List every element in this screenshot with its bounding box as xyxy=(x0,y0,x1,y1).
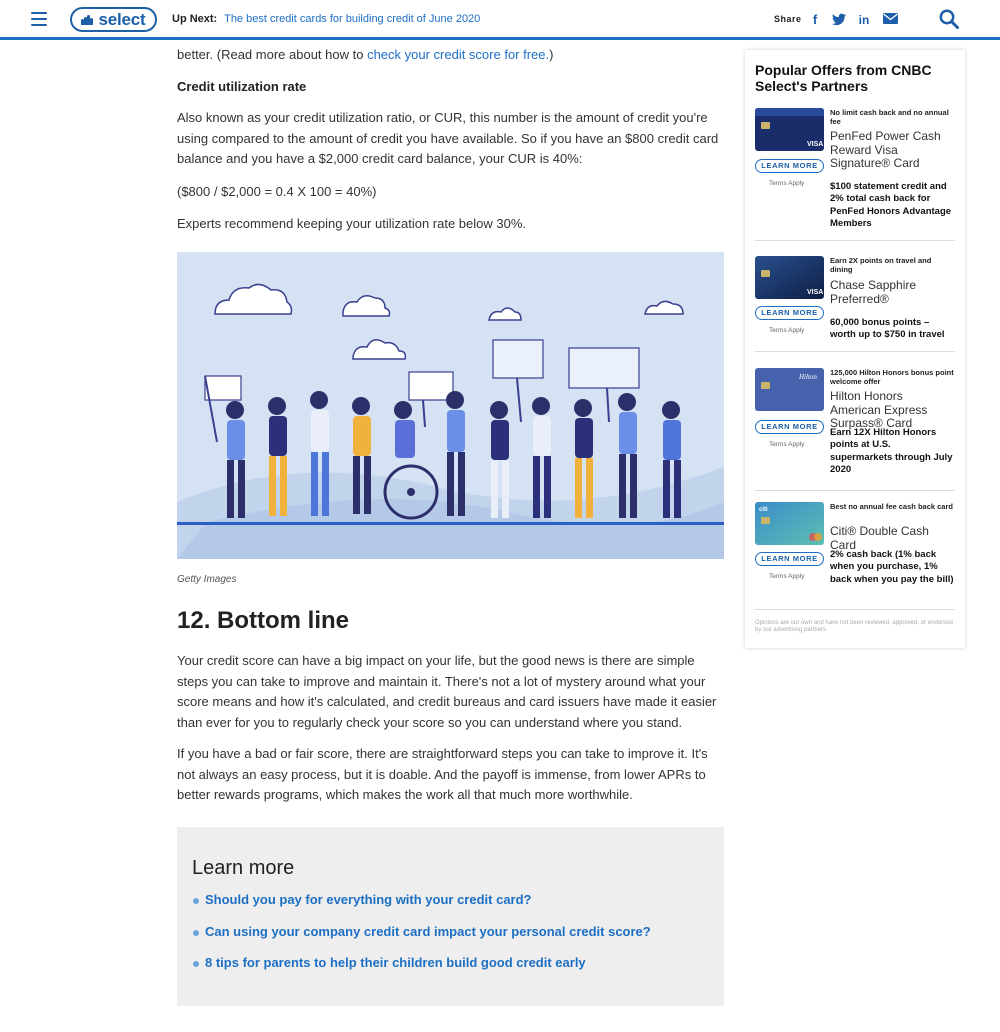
learn-more-button[interactable]: LEARN MORE xyxy=(755,420,824,434)
logo-text: select xyxy=(98,9,146,29)
svg-text:VISA: VISA xyxy=(807,141,824,148)
offer-chase-sapphire xyxy=(755,256,955,352)
offer-penfed xyxy=(755,108,955,241)
bottom-line-paragraph-2: If you have a bad or fair score, there are straightforward steps you can take to improve it. It's not always an easy process, but it is doable. And the payoff is immense, from lower APRs to better rewards programs, which makes the work all that much more worthwhile. xyxy=(177,746,708,802)
share-label: Share xyxy=(774,14,802,24)
offer-highlight: $100 statement credit and 2% total cash back for PenFed Honors Advantage Members xyxy=(830,181,952,229)
up-next-link[interactable]: The best credit cards for building credit of June 2020 xyxy=(224,13,481,25)
offer-highlight: 60,000 bonus points – worth up to $750 in travel xyxy=(830,317,945,341)
up-next xyxy=(172,13,480,25)
offer-hilton-surpass xyxy=(755,368,955,491)
bullet-icon xyxy=(193,898,199,904)
cur-paragraph: Also known as your credit utilization ratio, or CUR, this number is the amount of credit you're using compared to the amount of credit you have available. So if you have an $800 credit card balance and you have a $2,000 credit card balance, your CUR is 40%: xyxy=(177,110,719,166)
recommendation-paragraph: Experts recommend keeping your utilization rate below 30%. xyxy=(177,216,527,231)
twitter-icon[interactable] xyxy=(832,13,846,27)
check-score-link[interactable]: check your credit score for free. xyxy=(367,47,550,62)
search-icon[interactable] xyxy=(939,9,959,29)
bullet-icon xyxy=(193,930,199,936)
penfed-card-image[interactable] xyxy=(755,108,824,151)
bottom-line-heading: 12. Bottom line xyxy=(177,607,350,634)
menu-icon[interactable] xyxy=(31,12,47,26)
email-icon[interactable] xyxy=(883,13,897,27)
offer-citi-double-cash xyxy=(755,502,955,610)
offer-name[interactable]: PenFed Power Cash Reward Visa Signature® Card xyxy=(830,129,941,170)
learn-more-box xyxy=(177,827,724,1006)
svg-text:Hilton: Hilton xyxy=(799,373,817,381)
hilton-card-image[interactable] xyxy=(755,368,824,411)
learn-more-link-text: Should you pay for everything with your credit card? xyxy=(205,892,532,907)
partner-offers-sidebar xyxy=(745,50,965,648)
peacock-icon xyxy=(81,15,94,25)
learn-more-title: Learn more xyxy=(192,857,295,879)
learn-more-button[interactable]: LEARN MORE xyxy=(755,159,824,173)
select-logo[interactable] xyxy=(70,7,157,32)
offer-name[interactable]: Hilton Honors American Express Surpass® Card xyxy=(830,389,928,430)
image-caption: Getty Images xyxy=(177,574,237,585)
intro-paragraph xyxy=(177,45,725,66)
learn-more-link[interactable] xyxy=(192,955,709,987)
learn-more-button[interactable]: LEARN MORE xyxy=(755,306,824,320)
terms-apply-link[interactable]: Terms Apply xyxy=(769,327,805,334)
learn-more-button[interactable]: LEARN MORE xyxy=(755,552,824,566)
learn-more-link[interactable] xyxy=(192,892,709,924)
learn-more-link-text: 8 tips for parents to help their children build good credit early xyxy=(205,955,586,970)
offer-caption: Best no annual fee cash back card xyxy=(830,502,953,511)
svg-text:citi: citi xyxy=(759,507,768,513)
offer-caption: Earn 2X points on travel and dining xyxy=(830,256,932,274)
facebook-icon[interactable]: f xyxy=(812,12,818,27)
offer-name[interactable]: Chase Sapphire Preferred® xyxy=(830,278,917,306)
offer-highlight: 2% cash back (1% back when you purchase, 1% back when you pay the bill) xyxy=(830,549,954,585)
top-navigation-bar xyxy=(0,0,1000,40)
linkedin-icon[interactable]: in xyxy=(858,13,870,27)
bullet-icon xyxy=(193,961,199,967)
formula-paragraph: ($800 / $2,000 = 0.4 X 100 = 40%) xyxy=(177,184,377,199)
learn-more-link-text: Can using your company credit card impact your personal credit score? xyxy=(205,923,651,939)
protest-illustration xyxy=(177,252,724,559)
up-next-label: Up Next: xyxy=(172,13,218,25)
chase-card-image[interactable] xyxy=(755,256,824,299)
citi-card-image[interactable] xyxy=(755,502,824,545)
svg-text:VISA: VISA xyxy=(807,289,824,296)
bottom-line-paragraph-1: Your credit score can have a big impact on your life, but the good news is there are simple steps you can take to improve and maintain it. There's not a lot of mystery around what your score means and how it's calculated, and credit bureaus and card issuers have made it easier than ever for you to regularly check your score so you can understand where you stand. xyxy=(177,653,717,730)
terms-apply-link[interactable]: Terms Apply xyxy=(769,441,805,448)
terms-apply-link[interactable]: Terms Apply xyxy=(769,180,805,187)
offer-name[interactable]: Citi® Double Cash Card xyxy=(830,524,929,552)
offer-caption: No limit cash back and no annual fee xyxy=(830,108,949,126)
advertiser-disclaimer: Opinions are our own and have not been reviewed, approved, or endorsed by our advertising partners xyxy=(755,620,953,633)
sidebar-title: Popular Offers from CNBC Select's Partners xyxy=(755,62,932,94)
offer-highlight: Earn 12X Hilton Honors points at U.S. supermarkets through July 2020 xyxy=(830,427,953,475)
learn-more-link[interactable] xyxy=(192,924,709,956)
intro-end: ) xyxy=(549,47,554,62)
offer-caption: 125,000 Hilton Honors bonus point welcome offer xyxy=(830,368,954,386)
intro-text: better. (Read more about how to xyxy=(177,47,368,62)
credit-utilization-subhead: Credit utilization rate xyxy=(177,79,307,94)
terms-apply-link[interactable]: Terms Apply xyxy=(769,573,805,580)
